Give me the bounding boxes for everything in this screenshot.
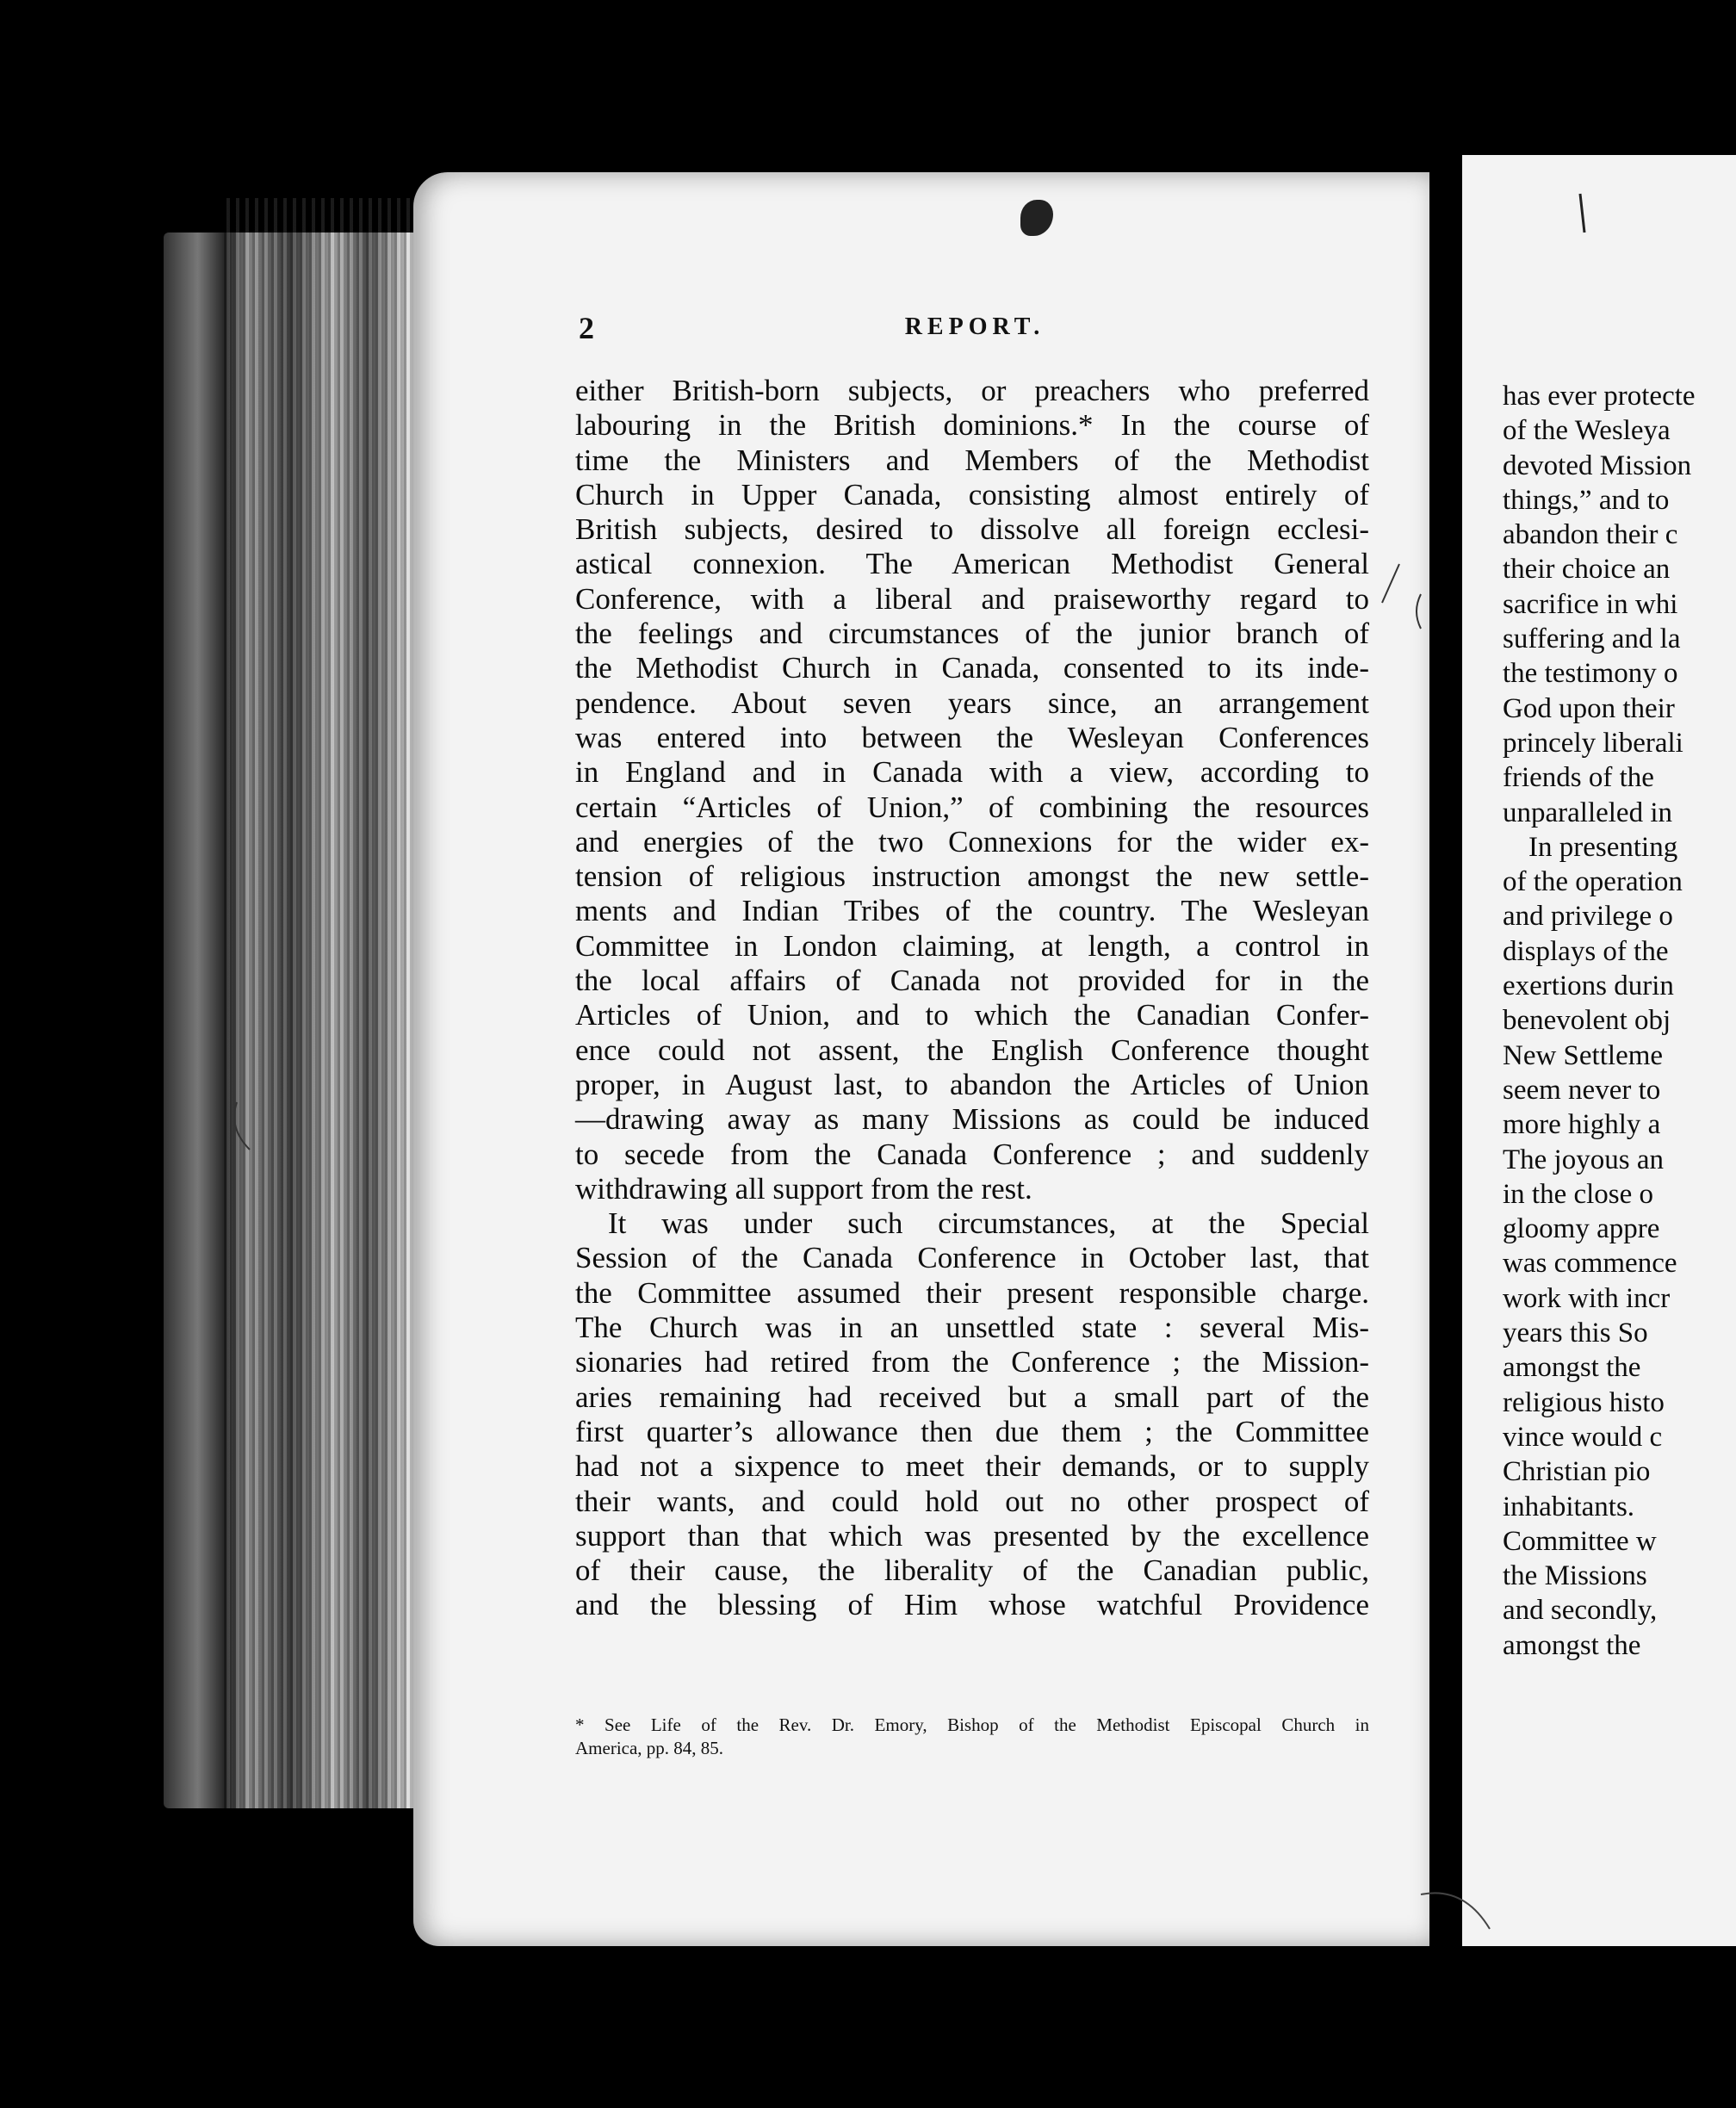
- right-page-line: Christian pio: [1503, 1456, 1651, 1488]
- right-page-line: displays of the: [1503, 935, 1669, 967]
- right-page-line: seem never to: [1503, 1074, 1661, 1106]
- right-page-line: in the close o: [1503, 1178, 1654, 1210]
- right-page-line: unparalleled in: [1503, 797, 1673, 828]
- body-line: ence could not assent, the English Conference thought: [575, 1032, 1369, 1067]
- right-page-line: sacrifice in whi: [1503, 588, 1678, 620]
- body-line: and the blessing of Him whose watchful Providence: [575, 1588, 1369, 1622]
- body-line: support than that which was presented by the excellence: [575, 1518, 1369, 1553]
- right-page-line: In presenting: [1528, 831, 1678, 863]
- right-page-line: more highly a: [1503, 1109, 1661, 1141]
- body-line: sionaries had retired from the Conference ; the Mission-: [575, 1345, 1369, 1380]
- running-head: REPORT.: [904, 313, 1045, 340]
- right-page-line: of the operation: [1503, 866, 1683, 898]
- body-line: astical connexion. The American Methodist General: [575, 547, 1369, 581]
- right-page-line: work with incr: [1503, 1282, 1671, 1314]
- right-page-line: exertions durin: [1503, 970, 1674, 1002]
- body-line: Session of the Canada Conference in October last, that: [575, 1241, 1369, 1275]
- right-page-line: things,” and to: [1503, 484, 1670, 516]
- body-line: first quarter’s allowance then due them ; the Committee: [575, 1414, 1369, 1448]
- body-line: either British-born subjects, or preachers who preferred: [575, 374, 1369, 407]
- right-page-line: was commence: [1503, 1248, 1677, 1280]
- right-page-line: vince would c: [1503, 1421, 1663, 1453]
- right-page-line: friends of the: [1503, 762, 1654, 794]
- right-page-line: of the Wesleya: [1503, 415, 1671, 447]
- right-page-line: devoted Mission: [1503, 450, 1692, 481]
- right-page-line: New Settleme: [1503, 1039, 1664, 1071]
- right-page-line: abandon their c: [1503, 519, 1678, 551]
- body-line: their wants, and could hold out no other prospect of: [575, 1484, 1369, 1518]
- body-line: certain “Articles of Union,” of combining the resources: [575, 790, 1369, 824]
- page-number: 2: [579, 311, 594, 345]
- body-line: time the Ministers and Members of the Methodist: [575, 443, 1369, 477]
- body-line: withdrawing all support from the rest.: [575, 1171, 1032, 1206]
- right-page-line: princely liberali: [1503, 727, 1683, 759]
- right-page-line: years this So: [1503, 1318, 1648, 1349]
- right-page-line: religious histo: [1503, 1386, 1665, 1418]
- body-line: the Methodist Church in Canada, consented to its inde-: [575, 651, 1369, 685]
- body-line: proper, in August last, to abandon the Articles of Union: [575, 1067, 1369, 1101]
- right-page-line: Committee w: [1503, 1525, 1657, 1557]
- body-line: Committee in London claiming, at length, a control in: [575, 928, 1369, 963]
- body-line: labouring in the British dominions.* In the course of: [575, 408, 1369, 443]
- body-line: aries remaining had received but a small part of the: [575, 1380, 1369, 1414]
- right-page-line: has ever protecte: [1503, 381, 1696, 412]
- body-line: —drawing away as many Missions as could be induced: [575, 1102, 1369, 1137]
- right-page-line: and secondly,: [1503, 1595, 1658, 1627]
- footnote-line: * See Life of the Rev. Dr. Emory, Bishop of the Methodist Episcopal Church in: [575, 1714, 1369, 1735]
- right-page-line: gloomy appre: [1503, 1213, 1660, 1245]
- right-page-line: suffering and la: [1503, 623, 1681, 655]
- right-page-line: amongst the: [1503, 1352, 1641, 1384]
- body-line: the Committee assumed their present responsible charge.: [575, 1275, 1369, 1310]
- right-page-line: inhabitants.: [1503, 1491, 1635, 1522]
- body-line: the local affairs of Canada not provided for in the: [575, 964, 1369, 998]
- body-line: tension of religious instruction amongst the new settle-: [575, 859, 1369, 894]
- footnote-line: America, pp. 84, 85.: [575, 1738, 724, 1758]
- right-page-line: their choice an: [1503, 554, 1671, 586]
- body-line: to secede from the Canada Conference ; and suddenly: [575, 1137, 1369, 1171]
- body-line: had not a sixpence to meet their demands, or to supply: [575, 1449, 1369, 1484]
- body-line: Conference, with a liberal and praiseworthy regard to: [575, 581, 1369, 616]
- body-line: of their cause, the liberality of the Canadian public,: [575, 1553, 1369, 1588]
- body-line: Church in Upper Canada, consisting almost entirely of: [575, 477, 1369, 512]
- body-line: in England and in Canada with a view, according to: [575, 755, 1369, 790]
- body-line: The Church was in an unsettled state : several Mis-: [575, 1311, 1369, 1345]
- right-page-line: The joyous an: [1503, 1144, 1664, 1175]
- body-line: pendence. About seven years since, an arrangement: [575, 685, 1369, 720]
- body-line: British subjects, desired to dissolve all foreign ecclesi-: [575, 512, 1369, 547]
- body-line: and energies of the two Connexions for the wider ex-: [575, 824, 1369, 859]
- body-line: Articles of Union, and to which the Canadian Confer-: [575, 998, 1369, 1032]
- right-page-line: benevolent obj: [1503, 1005, 1671, 1037]
- body-line: It was under such circumstances, at the Special: [608, 1206, 1369, 1241]
- right-page-line: and privilege o: [1503, 901, 1673, 933]
- body-line: ments and Indian Tribes of the country. The Wesleyan: [575, 894, 1369, 928]
- right-page-line: the testimony o: [1503, 658, 1678, 690]
- right-page-line: amongst the: [1503, 1629, 1641, 1661]
- body-line: the feelings and circumstances of the junior branch of: [575, 617, 1369, 651]
- body-line: was entered into between the Wesleyan Conferences: [575, 720, 1369, 754]
- right-page-line: the Missions: [1503, 1560, 1647, 1592]
- right-page-line: God upon their: [1503, 692, 1675, 724]
